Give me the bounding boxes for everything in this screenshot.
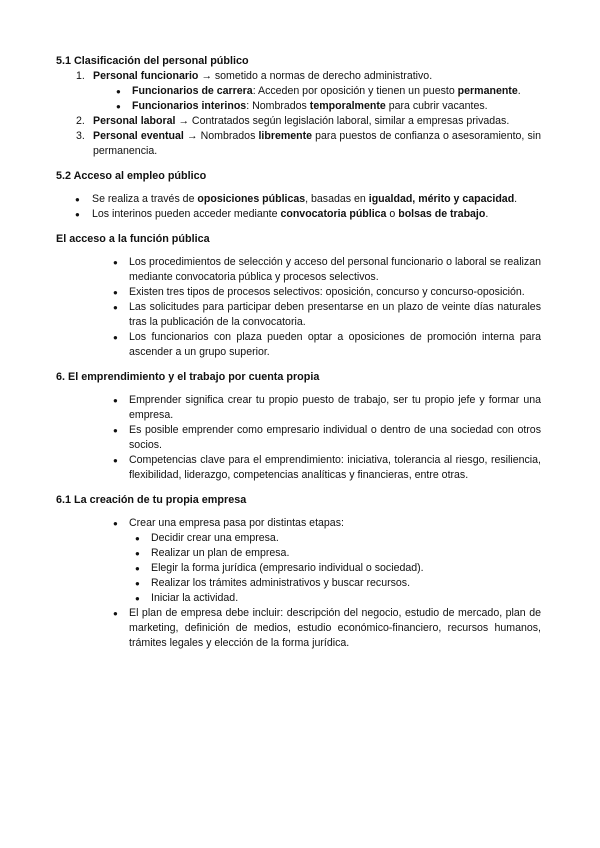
list-item: ● Se realiza a través de oposiciones públicas, basadas en igualdad, mérito y capacidad. xyxy=(56,192,541,207)
list-item: ● Los interinos pueden acceder mediante convocatoria pública o bolsas de trabajo. xyxy=(56,207,541,222)
list-item: ● Realizar un plan de empresa. xyxy=(135,546,541,561)
section-heading-6-1: 6.1 La creación de tu propia empresa xyxy=(56,494,247,506)
section-heading-5-1: 5.1 Clasificación del personal público xyxy=(56,55,249,67)
list-item: ● Iniciar la actividad. xyxy=(135,591,541,606)
acceso-empleo-list xyxy=(56,192,541,222)
list-item: ● Competencias clave para el emprendimiento: iniciativa, tolerancia al riesgo, resiliencia, flexibilidad, liderazgo, competencias analíticas y financieras, entre otras. xyxy=(113,453,541,483)
personal-types-list-cont xyxy=(56,114,541,159)
document-page xyxy=(56,54,541,651)
section-heading-5-2: 5.2 Acceso al empleo público xyxy=(56,170,207,182)
list-item: ● Las solicitudes para participar deben presentarse en un plazo de veinte días naturales tras la publicación de la convocatoria. xyxy=(113,300,541,330)
list-item: ● Realizar los trámites administrativos y buscar recursos. xyxy=(135,576,541,591)
etapas-list xyxy=(135,531,541,606)
funcionario-sub-list xyxy=(116,84,541,114)
creacion-empresa-list xyxy=(113,516,541,651)
acceso-funcion-list xyxy=(113,255,541,360)
list-item: ● Funcionarios de carrera: Acceden por oposición y tienen un puesto permanente. xyxy=(116,84,541,99)
section-heading-acceso: El acceso a la función pública xyxy=(56,233,210,245)
list-item: 3. Personal eventual → Nombrados libremente para puestos de confianza o asesoramiento, sin permanencia. xyxy=(76,130,541,157)
personal-types-list xyxy=(56,69,541,84)
list-item: ● Funcionarios interinos: Nombrados temporalmente para cubrir vacantes. xyxy=(116,99,541,114)
section-heading-6: 6. El emprendimiento y el trabajo por cuenta propia xyxy=(56,371,320,383)
list-item: ● Es posible emprender como empresario individual o dentro de una sociedad con otros socios. xyxy=(113,423,541,453)
list-item: ● El plan de empresa debe incluir: descripción del negocio, estudio de mercado, plan de marketing, definición de medios, estudio económico-financiero, recursos humanos, trámites legales y elección de la forma jurídica. xyxy=(113,606,541,651)
list-item: 1. Personal funcionario → sometido a normas de derecho administrativo. xyxy=(76,70,433,82)
list-item: ● Existen tres tipos de procesos selectivos: oposición, concurso y concurso-oposición. xyxy=(113,285,541,300)
list-item: ● Emprender significa crear tu propio puesto de trabajo, ser tu propio jefe y formar una empresa. xyxy=(113,393,541,423)
list-item: ● Los funcionarios con plaza pueden optar a oposiciones de promoción interna para ascender a un grupo superior. xyxy=(113,330,541,360)
list-item: ● Decidir crear una empresa. xyxy=(135,531,541,546)
emprendimiento-list xyxy=(113,393,541,483)
list-item: ● Elegir la forma jurídica (empresario individual o sociedad). xyxy=(135,561,541,576)
list-item: ● Los procedimientos de selección y acceso del personal funcionario o laboral se realizan mediante convocatoria pública y procesos selectivos. xyxy=(113,255,541,285)
list-item: 2. Personal laboral → Contratados según legislación laboral, similar a empresas privadas. xyxy=(76,115,510,127)
list-item: ● Crear una empresa pasa por distintas etapas: ● Decidir crear una empresa. ● Realizar un plan de empresa. ● Elegir la forma jurídica (empresario individual o sociedad). ● Realizar los trámites administrativos y buscar recursos. ● Iniciar la actividad. xyxy=(113,516,541,606)
